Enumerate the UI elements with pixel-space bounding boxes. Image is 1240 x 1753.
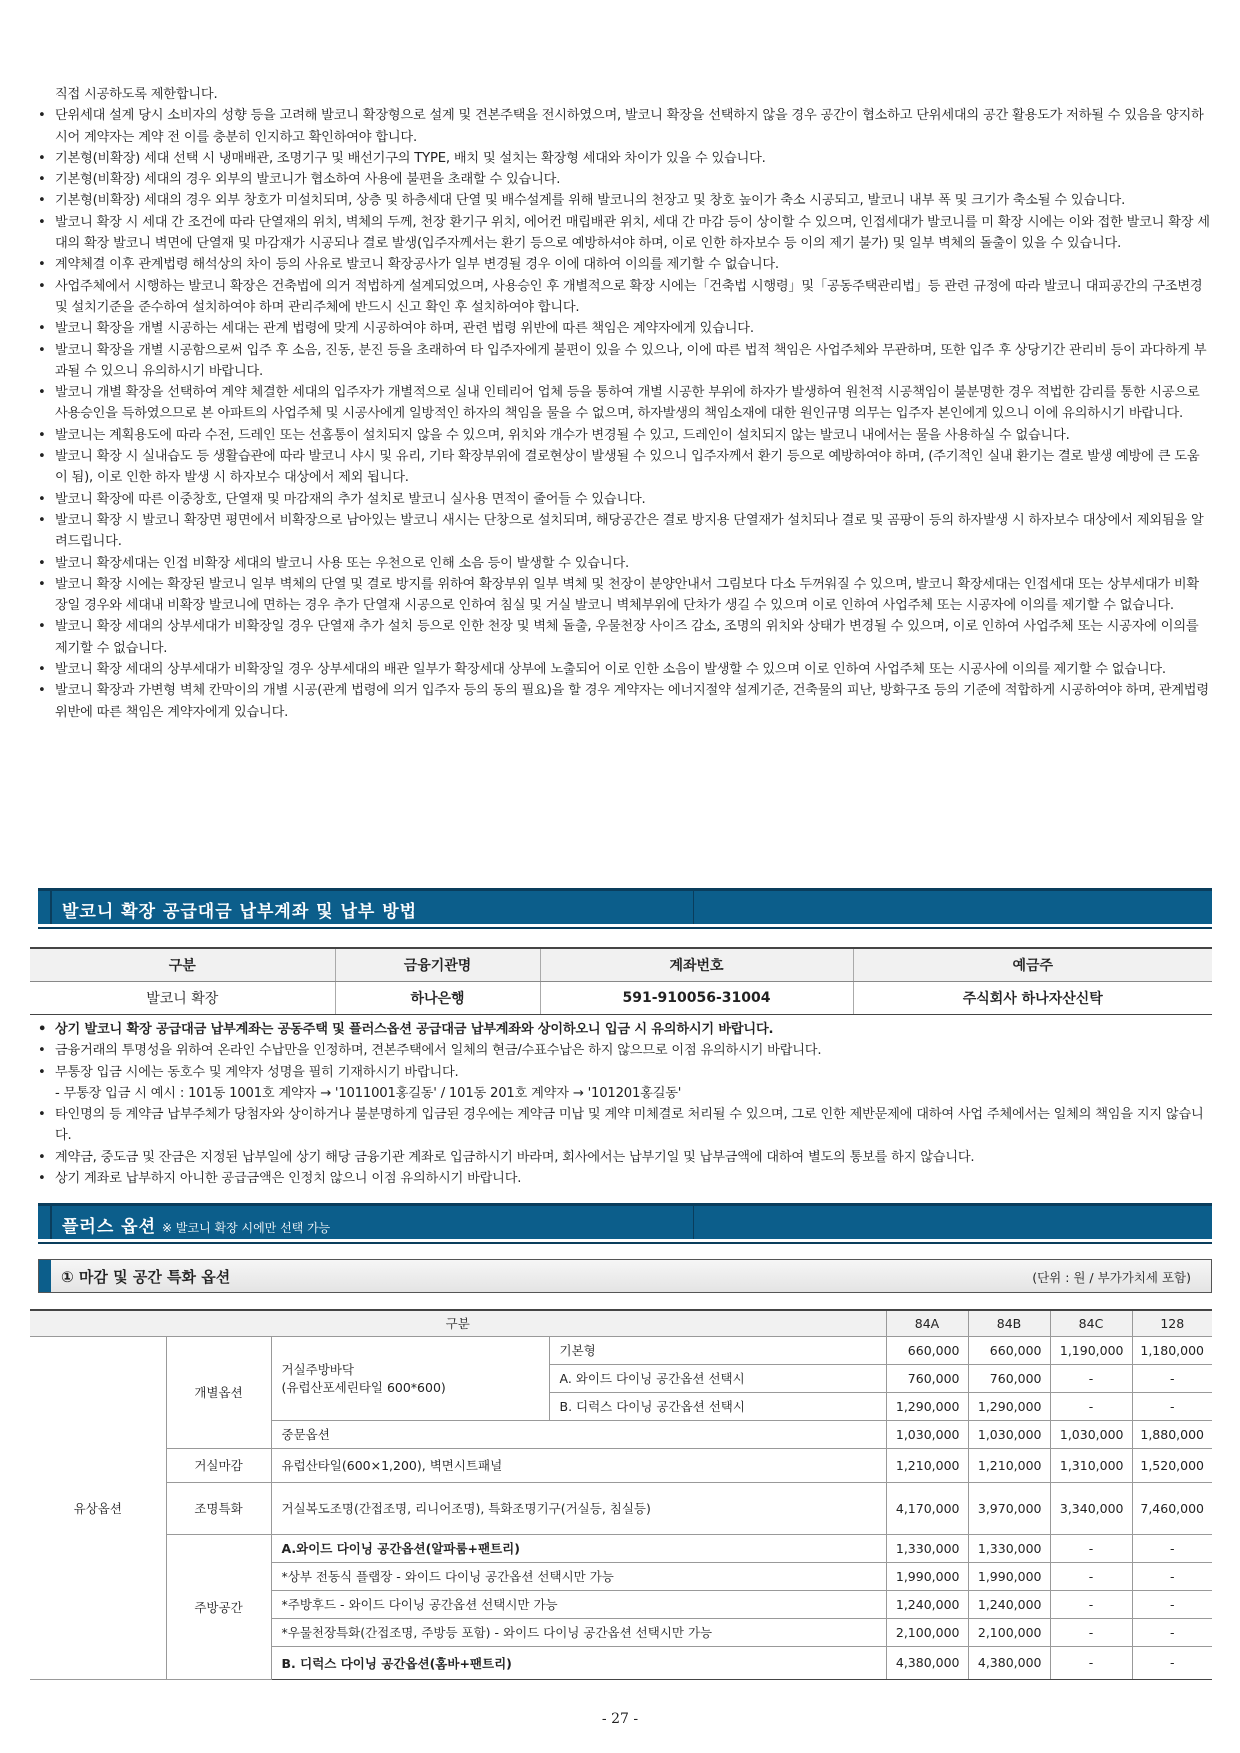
note-item: • 사업주체에서 시행하는 발코니 확장은 건축법에 의거 적법하게 설계되었으며, 사용승인 후 개별적으로 확장 시에는「건축법 시행령」및「공동주택관리법」등 관련 규정에 따라 발코니 대피공간의 구조변경 및 설치기준을 준수하여 설치하여야 하며 관리주체에 반드시 신고 확인 후 설치하여야 합니다.	[30, 276, 1210, 319]
note-item: • 계약체결 이후 관계법령 해석상의 차이 등의 사유로 발코니 확장공사가 일부 변경될 경우 이에 대하여 이의를 제기할 수 없습니다.	[30, 254, 1210, 275]
header-divider	[693, 1206, 694, 1239]
price-cell: -	[1132, 1562, 1212, 1590]
price-cell: -	[1132, 1534, 1212, 1562]
deposit-example: - 무통장 입금 시 예시 : 101동 1001호 계약자 → '1011001홍길동' / 101동 201호 계약자 → '101201홍길동'	[55, 1085, 682, 1101]
category-cell: 주방공간	[166, 1534, 271, 1679]
table-row	[30, 1448, 1212, 1482]
column-header: 구분	[30, 948, 335, 981]
price-cell: 1,030,000	[968, 1420, 1050, 1448]
price-cell: 1,240,000	[968, 1590, 1050, 1618]
price-cell: 1,190,000	[1050, 1336, 1132, 1364]
note-item: • 발코니 확장 시 실내습도 등 생활습관에 따라 발코니 샤시 및 유리, 기타 확장부위에 결로현상이 발생될 수 있으니 입주자께서 환기 등으로 예방하여야 하며, (주기적인 실내 환기는 결로 발생 예방에 큰 도움이 됨), 이로 인한 하자 발생 시 하자보수 대상에서 제외 됩니다.	[30, 446, 1210, 489]
column-header: 계좌번호	[540, 948, 853, 981]
note-item: • 기본형(비확장) 세대의 경우 외부의 발코니가 협소하여 사용에 불편을 초래할 수 있습니다.	[30, 169, 1210, 190]
item-cell: *상부 전동식 플랩장 - 와이드 다이닝 공간옵션 선택시만 가능	[271, 1562, 886, 1590]
note-item: • 발코니 확장에 따른 이중창호, 단열재 및 마감재의 추가 설치로 발코니 실사용 면적이 줄어들 수 있습니다.	[30, 489, 1210, 510]
price-cell: 7,460,000	[1132, 1482, 1212, 1534]
price-cell: 660,000	[968, 1336, 1050, 1364]
price-cell: -	[1132, 1590, 1212, 1618]
note-item: • 계약금, 중도금 및 잔금은 지정된 납부일에 상기 해당 금융기관 계좌로 입금하시기 바라며, 회사에서는 납부기일 및 납부금액에 대하여 별도의 통보를 하지 않습니다.	[30, 1147, 1212, 1168]
item-name: 거실주방바닥	[281, 1362, 354, 1377]
header-accent	[50, 1206, 52, 1239]
finish-option-subheader	[38, 1259, 1212, 1293]
note-item: • 상기 발코니 확장 공급대금 납부계좌는 공동주택 및 플러스옵션 공급대금 납부계좌와 상이하오니 입금 시 유의하시기 바랍니다.	[30, 1019, 1212, 1040]
price-cell: 1,290,000	[886, 1392, 968, 1420]
account-number: 591-910056-31004	[540, 981, 853, 1014]
price-cell: -	[1132, 1618, 1212, 1646]
note-item: • 발코니는 계획용도에 따라 수전, 드레인 또는 선홈통이 설치되지 않을 수 있으며, 위치와 개수가 변경될 수 있고, 드레인이 설치되지 않는 발코니 내에서는 물을 사용하실 수 없습니다.	[30, 425, 1210, 446]
column-header: 구분	[30, 1310, 886, 1336]
sub-item-cell: 기본형	[549, 1336, 886, 1364]
note-item: • 무통장 입금 시에는 동호수 및 계약자 성명을 필히 기재하시기 바랍니다.	[30, 1062, 1212, 1083]
sub-item-cell: A. 와이드 다이닝 공간옵션 선택시	[549, 1364, 886, 1392]
unit-note: (단위 : 원 / 부가가치세 포함)	[1032, 1270, 1191, 1285]
category-cell: 거실마감	[166, 1448, 271, 1482]
note-item: • 발코니 확장 시 세대 간 조건에 따라 단열재의 위치, 벽체의 두께, 천장 환기구 위치, 에어컨 매립배관 위치, 세대 간 마감 등이 상이할 수 있으며, 인접세대가 발코니를 미 확장 시에는 이와 접한 발코니 확장 세대의 확장 발코니 벽면에 단열재 및 마감재가 시공되나 결로 발생(입주자께서는 환기 등으로 예방하셔야 하며, 이로 인한 하자보수 등 이의 제기 불가) 및 일부 벽체의 돌출이 있을 수 있습니다.	[30, 212, 1210, 255]
column-header: 128	[1132, 1310, 1212, 1336]
section-subtitle: ※ 발코니 확장 시에만 선택 가능	[162, 1221, 331, 1235]
item-cell: 중문옵션	[271, 1420, 886, 1448]
price-cell: -	[1050, 1562, 1132, 1590]
price-cell: 1,310,000	[1050, 1448, 1132, 1482]
price-cell: 3,340,000	[1050, 1482, 1132, 1534]
note-item: • 발코니 확장을 개별 시공하는 세대는 관계 법령에 맞게 시공하여야 하며, 관련 법령 위반에 따른 책임은 계약자에게 있습니다.	[30, 318, 1210, 339]
table-row	[30, 1482, 1212, 1534]
section-title: 발코니 확장 공급대금 납부계좌 및 납부 방법	[62, 902, 418, 922]
category-cell: 조명특화	[166, 1482, 271, 1534]
item-cell: *주방후드 - 와이드 다이닝 공간옵션 선택시만 가능	[271, 1590, 886, 1618]
table-cell: 발코니 확장	[30, 981, 335, 1014]
payment-section-header	[38, 888, 1212, 924]
price-cell: 1,240,000	[886, 1590, 968, 1618]
price-cell: -	[1050, 1392, 1132, 1420]
item-spec: (유럽산포세린타일 600*600)	[281, 1380, 446, 1395]
price-cell: -	[1050, 1646, 1132, 1679]
payment-account-table	[30, 947, 1212, 1015]
item-cell: B. 디럭스 다이닝 공간옵션(홈바+팬트리)	[271, 1646, 886, 1679]
column-header: 예금주	[853, 948, 1212, 981]
page-number: - 27 -	[601, 1711, 639, 1727]
note-list	[30, 1104, 1212, 1189]
item-cell: A.와이드 다이닝 공간옵션(알파룸+팬트리)	[271, 1534, 886, 1562]
group-cell: 유상옵션	[30, 1336, 166, 1679]
price-cell: 4,170,000	[886, 1482, 968, 1534]
note-continuation: 직접 시공하도록 제한합니다.	[55, 87, 218, 102]
sub-item-cell: B. 디럭스 다이닝 공간옵션 선택시	[549, 1392, 886, 1420]
section-title	[62, 1212, 330, 1237]
price-cell: -	[1132, 1364, 1212, 1392]
section-title-text: 플러스 옵션	[62, 1217, 157, 1237]
price-cell: 760,000	[968, 1364, 1050, 1392]
price-cell: 1,990,000	[886, 1562, 968, 1590]
note-item: • 발코니 확장 세대의 상부세대가 비확장일 경우 단열재 추가 설치 등으로 인한 천장 및 벽체 돌출, 우물천장 사이즈 감소, 조명의 위치와 상태가 변경될 수 있으며, 이로 인하여 사업주체 또는 시공자에 이의를 제기할 수 없습니다.	[30, 616, 1210, 659]
table-row	[30, 1534, 1212, 1562]
column-header: 84C	[1050, 1310, 1132, 1336]
note-item: • 발코니 확장과 가변형 벽체 칸막이의 개별 시공(관계 법령에 의거 입주자 등의 동의 필요)을 할 경우 계약자는 에너지절약 설계기준, 건축물의 피난, 방화구조 등의 기준에 적합하게 시공하여야 하며, 관계법령 위반에 따른 책임은 계약자에게 있습니다.	[30, 680, 1210, 723]
item-cell	[271, 1336, 549, 1420]
price-cell: 1,210,000	[886, 1448, 968, 1482]
note-item: • 타인명의 등 계약금 납부주체가 당첨자와 상이하거나 불분명하게 입금된 경우에는 계약금 미납 및 계약 미체결로 처리될 수 있으며, 그로 인한 제반문제에 대하여 사업 주체에서는 일체의 책임을 지지 않습니다.	[30, 1104, 1212, 1147]
note-list	[30, 105, 1210, 723]
price-cell: 4,380,000	[968, 1646, 1050, 1679]
table-header-row	[30, 948, 1212, 981]
payment-notes	[30, 1019, 1212, 1189]
table-row	[30, 981, 1212, 1014]
table-cell: 하나은행	[335, 981, 540, 1014]
price-cell: 1,880,000	[1132, 1420, 1212, 1448]
price-cell: 1,180,000	[1132, 1336, 1212, 1364]
note-item: • 발코니 확장을 개별 시공함으로써 입주 후 소음, 진동, 분진 등을 초래하여 타 입주자에게 불편이 있을 수 있으나, 이에 따른 법적 책임은 사업주체와 무관하며, 또한 입주 후 상당기간 관리비 등이 과다하게 부과될 수 있으니 유의하시기 바랍니다.	[30, 340, 1210, 383]
price-cell: -	[1050, 1364, 1132, 1392]
price-cell: 1,030,000	[1050, 1420, 1132, 1448]
price-cell: 1,210,000	[968, 1448, 1050, 1482]
subheader-title: ① 마감 및 공간 특화 옵션	[61, 1268, 231, 1286]
note-item: • 상기 계좌로 납부하지 아니한 공급금액은 인정치 않으니 이점 유의하시기 바랍니다.	[30, 1168, 1212, 1189]
column-header: 금융기관명	[335, 948, 540, 981]
category-cell: 개별옵션	[166, 1336, 271, 1448]
note-item: • 단위세대 설계 당시 소비자의 성향 등을 고려해 발코니 확장형으로 설계 및 견본주택을 전시하였으며, 발코니 확장을 선택하지 않을 경우 공간이 협소하고 단위세대의 공간 활용도가 저하될 수 있음을 양지하시어 계약자는 계약 전 이를 충분히 인지하고 확인하여야 합니다.	[30, 105, 1210, 148]
price-cell: 1,330,000	[886, 1534, 968, 1562]
price-cell: 660,000	[886, 1336, 968, 1364]
price-cell: 2,100,000	[968, 1618, 1050, 1646]
price-cell: 1,290,000	[968, 1392, 1050, 1420]
note-list	[30, 1019, 1212, 1083]
price-cell: -	[1050, 1590, 1132, 1618]
option-price-table	[30, 1309, 1212, 1680]
price-cell: 2,100,000	[886, 1618, 968, 1646]
note-item: • 기본형(비확장) 세대의 경우 외부 창호가 미설치되며, 상층 및 하층세대 단열 및 배수설계를 위해 발코니의 천장고 및 창호 높이가 축소 시공되고, 발코니 내부 폭 및 크기가 축소될 수 있습니다.	[30, 190, 1210, 211]
column-header: 84B	[968, 1310, 1050, 1336]
note-item: • 기본형(비확장) 세대 선택 시 냉매배관, 조명기구 및 배선기구의 TYPE, 배치 및 설치는 확장형 세대와 차이가 있을 수 있습니다.	[30, 148, 1210, 169]
price-cell: 1,990,000	[968, 1562, 1050, 1590]
table-cell: 주식회사 하나자산신탁	[853, 981, 1212, 1014]
price-cell: -	[1050, 1618, 1132, 1646]
item-cell: *우물천장특화(간접조명, 주방등 포함) - 와이드 다이닝 공간옵션 선택시만 가능	[271, 1618, 886, 1646]
note-item: • 발코니 확장세대는 인접 비확장 세대의 발코니 사용 또는 우천으로 인해 소음 등이 발생할 수 있습니다.	[30, 553, 1210, 574]
table-row	[30, 1336, 1212, 1364]
price-cell: 4,380,000	[886, 1646, 968, 1679]
header-accent	[50, 891, 52, 924]
note-item: • 발코니 확장 시에는 확장된 발코니 일부 벽체의 단열 및 결로 방지를 위하여 확장부위 일부 벽체 및 천장이 분양안내서 그림보다 다소 두꺼워질 수 있으며, 발코니 확장세대는 인접세대 또는 상부세대가 비확장일 경우와 세대내 비확장 발코니에 면하는 경우 추가 단열재 시공으로 인하여 침실 및 거실 발코니 벽체부위에 단차가 생길 수 있으며 이로 인하여 사업주체 또는 시공자에 이의를 제기할 수 없습니다.	[30, 574, 1210, 617]
price-cell: 1,030,000	[886, 1420, 968, 1448]
price-cell: 1,330,000	[968, 1534, 1050, 1562]
price-cell: -	[1132, 1392, 1212, 1420]
item-cell: 거실복도조명(간접조명, 리니어조명), 특화조명기구(거실등, 침실등)	[271, 1482, 886, 1534]
price-cell: -	[1050, 1534, 1132, 1562]
balcony-notes	[30, 84, 1210, 723]
plus-option-section-header	[38, 1203, 1212, 1239]
note-item: • 발코니 확장 세대의 상부세대가 비확장일 경우 상부세대의 배관 일부가 확장세대 상부에 노출되어 이로 인한 소음이 발생할 수 있으며 이로 인하여 사업주체 또는 시공사에 이의를 제기할 수 없습니다.	[30, 659, 1210, 680]
note-item: • 발코니 확장 시 발코니 확장면 평면에서 비확장으로 남아있는 발코니 새시는 단창으로 설치되며, 해당공간은 결로 방지용 단열재가 설치되나 결로 및 곰팡이 등의 하자발생 시 하자보수 대상에서 제외됨을 알려드립니다.	[30, 510, 1210, 553]
price-cell: 760,000	[886, 1364, 968, 1392]
note-item: • 금융거래의 투명성을 위하여 온라인 수납만을 인정하며, 견본주택에서 일체의 현금/수표수납은 하지 않으므로 이점 유의하시기 바랍니다.	[30, 1040, 1212, 1061]
column-header: 84A	[886, 1310, 968, 1336]
price-cell: 1,520,000	[1132, 1448, 1212, 1482]
table-header-row	[30, 1310, 1212, 1336]
price-cell: 3,970,000	[968, 1482, 1050, 1534]
subheader-accent	[39, 1260, 51, 1292]
price-cell: -	[1132, 1646, 1212, 1679]
note-item: • 발코니 개별 확장을 선택하여 계약 체결한 세대의 입주자가 개별적으로 실내 인테리어 업체 등을 통하여 개별 시공한 부위에 하자가 발생하여 원천적 시공책임이 불분명한 경우 적법한 감리를 통한 시공으로 사용승인을 득하였으므로 본 아파트의 사업주체 및 시공사에게 일방적인 하자의 책임을 물을 수 없으며, 하자발생의 책임소재에 대한 원인규명 의무는 입주자 본인에게 있으니 이에 유의하시기 바랍니다.	[30, 382, 1210, 425]
item-cell: 유럽산타일(600×1,200), 벽면시트패널	[271, 1448, 886, 1482]
header-divider	[693, 891, 694, 924]
